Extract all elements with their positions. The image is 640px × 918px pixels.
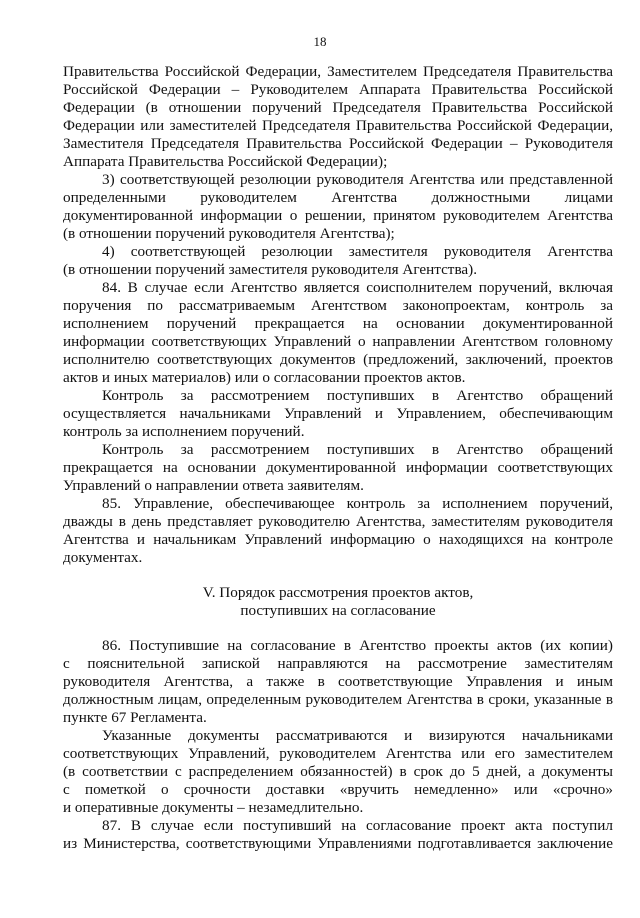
text-line: информации соответствующих Управлений о направлении Агентством головному (63, 333, 613, 350)
text-line: Управлений о направлении ответа заявителям. (63, 477, 364, 494)
text-line: соответствующих Управлений, руководителем Агентства или его заместителем (63, 745, 613, 762)
text-line: документированной информации о решении, принятом руководителем Агентства (63, 207, 613, 224)
text-line: пункте 67 Регламента. (63, 709, 207, 726)
text-line: (в отношении поручений заместителя руководителя Агентства). (63, 261, 478, 278)
text-line: 87. В случае если поступивший на согласование проект акта поступил (102, 817, 613, 834)
text-line: Заместителя Председателя Правительства Российской Федерации – Руководителя (63, 135, 613, 152)
text-line: исполнителю соответствующих документов (предложений, заключений, проектов (63, 351, 613, 368)
text-line: Федерации (в отношении поручений Председателя Правительства Российской (63, 99, 613, 116)
text-line: Агентства и начальникам Управлений информацию о находящихся на контроле (63, 531, 613, 548)
text-line: 3) соответствующей резолюции руководителя Агентства или представленной (102, 171, 613, 188)
text-line: руководителя Агентства, а также в соответствующие Управления и иным (63, 673, 613, 690)
text-line: исполнением поручений прекращается на основании документированной (63, 315, 613, 332)
page-number: 18 (313, 34, 327, 49)
text-line: должностным лицам, определенным руководителем Агентства в сроки, указанные в (63, 691, 613, 708)
text-line: Российской Федерации – Руководителем Аппарата Правительства Российской (63, 81, 613, 98)
text-line: Федерации или заместителей Председателя Правительства Российской Федерации, (63, 117, 613, 134)
text-line: Контроль за рассмотрением поступивших в Агентство обращений (102, 441, 613, 458)
text-line: 84. В случае если Агентство является соисполнителем поручений, включая (102, 279, 613, 296)
text-line: документах. (63, 549, 143, 566)
text-line: (в отношении поручений руководителя Агентства); (63, 225, 395, 242)
text-line: контроль за исполнением поручений. (63, 423, 305, 440)
text-line: Аппарата Правительства Российской Федерации); (63, 153, 388, 170)
text-line: определенными руководителем Агентства должностными лицами (63, 189, 613, 206)
text-line: дважды в день представляет руководителю Агентства, заместителям руководителя (63, 513, 613, 530)
text-line: Указанные документы рассматриваются и визируются начальниками (102, 727, 613, 744)
text-line: Правительства Российской Федерации, Заместителем Председателя Правительства (63, 63, 613, 80)
text-line: с пометкой о срочности доставки «вручить немедленно» или «срочно» (63, 781, 613, 798)
text-line: и оперативные документы – незамедлительно. (63, 799, 364, 816)
text-line: поручения по рассматриваемым Агентством законопроектам, контроль за (63, 297, 613, 314)
section-heading: V. Порядок рассмотрения проектов актов, (202, 584, 474, 601)
text-line: с пояснительной запиской направляются на рассмотрение заместителям (63, 655, 613, 672)
text-line: (в соответствии с распределением обязанностей) в срок до 5 дней, а документы (63, 763, 613, 780)
text-line: 4) соответствующей резолюции заместителя руководителя Агентства (102, 243, 613, 260)
text-line: из Министерства, соответствующими Управлениями подготавливается заключение (63, 835, 613, 852)
text-line: Контроль за рассмотрением поступивших в Агентство обращений (102, 387, 613, 404)
text-line: актов и иных материалов) или о согласовании проектов актов. (63, 369, 466, 386)
text-line: прекращается на основании документированной информации соответствующих (63, 459, 613, 476)
text-line: осуществляется начальниками Управлений и Управлением, обеспечивающим (63, 405, 613, 422)
section-heading: поступивших на согласование (240, 602, 436, 619)
text-line: 86. Поступившие на согласование в Агентство проекты актов (их копии) (102, 637, 613, 654)
text-line: 85. Управление, обеспечивающее контроль за исполнением поручений, (102, 495, 613, 512)
